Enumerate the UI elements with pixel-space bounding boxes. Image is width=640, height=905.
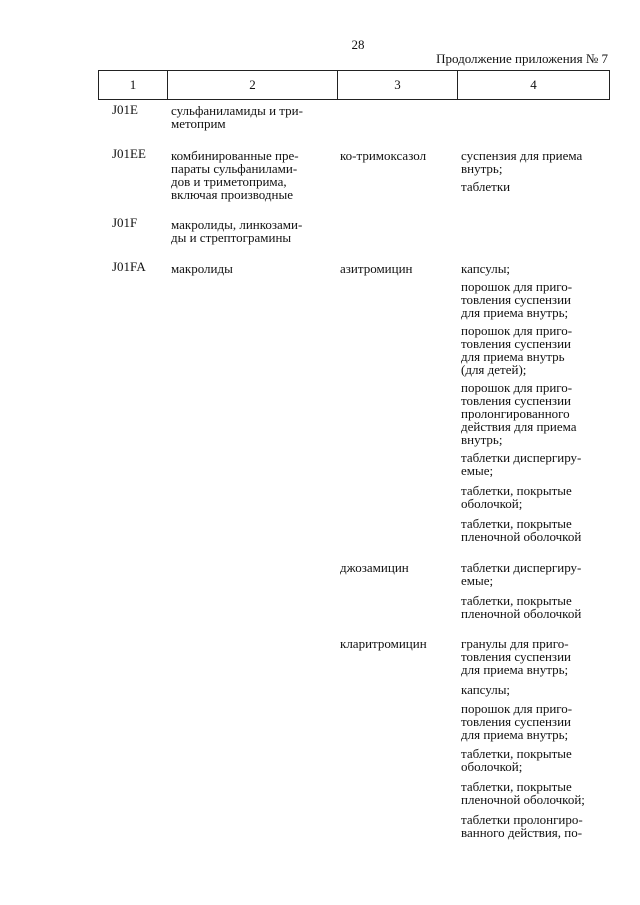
dosage-form-line: порошок для приго- <box>461 279 573 294</box>
dosage-form-line: действия для приема <box>461 419 577 434</box>
inn-name: джозамицин <box>340 560 409 575</box>
dosage-form-line: таблетки диспергиру- <box>461 560 582 575</box>
continuation-label: Продолжение приложения № 7 <box>436 51 608 66</box>
dosage-form-line: таблетки, покрытые <box>461 746 572 761</box>
dosage-form-line: суспензия для приема <box>461 148 583 163</box>
inn-name: кларитромицин <box>340 636 427 651</box>
atc-code: J01EE <box>112 146 146 161</box>
inn-name: ко-тримоксазол <box>340 148 427 163</box>
group-line: дов и триметоприма, <box>171 174 287 189</box>
page-number: 28 <box>351 37 365 52</box>
group-line: комбинированные пре- <box>171 148 299 163</box>
header-col-1: 1 <box>99 71 168 99</box>
dosage-form-line: таблетки, покрытые <box>461 779 572 794</box>
dosage-form-line: внутрь; <box>461 432 503 447</box>
dosage-form-line: таблетки диспергиру- <box>461 450 582 465</box>
dosage-form-line: таблетки <box>461 179 511 194</box>
dosage-form-line: капсулы; <box>461 682 511 697</box>
dosage-form-line: емые; <box>461 573 494 588</box>
dosage-form-line: капсулы; <box>461 261 511 276</box>
group-line: макролиды <box>171 261 233 276</box>
atc-code: J01E <box>112 102 138 117</box>
dosage-form-line: для приема внутрь; <box>461 727 569 742</box>
atc-code: J01F <box>112 215 138 230</box>
dosage-form-line: таблетки, покрытые <box>461 516 572 531</box>
header-col-4: 4 <box>530 77 537 92</box>
group-line: ды и стрептограмины <box>171 230 292 245</box>
dosage-form-line: ванного действия, по- <box>461 825 583 840</box>
group-line: макролиды, линкозами- <box>171 217 303 232</box>
dosage-form-line: товления суспензии <box>461 714 571 729</box>
dosage-form-line: пленочной оболочкой <box>461 606 582 621</box>
dosage-form-line: пленочной оболочкой; <box>461 792 585 807</box>
dosage-form-line: пролонгированного <box>461 406 570 421</box>
dosage-form-line: оболочкой; <box>461 496 523 511</box>
dosage-form-line: для приема внутрь; <box>461 662 569 677</box>
dosage-form-line: оболочкой; <box>461 759 523 774</box>
dosage-form-line: для приема внутрь; <box>461 305 569 320</box>
dosage-form-line: таблетки, покрытые <box>461 483 572 498</box>
group-line: сульфаниламиды и три- <box>171 103 303 118</box>
group-line: включая производные <box>171 187 293 202</box>
dosage-form-line: товления суспензии <box>461 393 571 408</box>
dosage-form-line: внутрь; <box>461 161 503 176</box>
dosage-form-line: таблетки, покрытые <box>461 593 572 608</box>
dosage-form-line: емые; <box>461 463 494 478</box>
dosage-form-line: (для детей); <box>461 362 527 377</box>
group-line: метоприм <box>171 116 226 131</box>
dosage-form-line: гранулы для приго- <box>461 636 569 651</box>
atc-code: J01FA <box>112 259 146 274</box>
header-col-3: 3 <box>338 71 458 99</box>
group-line: параты сульфанилами- <box>171 161 298 176</box>
table-header <box>98 70 610 100</box>
dosage-form-line: порошок для приго- <box>461 323 573 338</box>
dosage-form-line: товления суспензии <box>461 292 571 307</box>
inn-name: азитромицин <box>340 261 413 276</box>
dosage-form-line: порошок для приго- <box>461 380 573 395</box>
dosage-form-line: порошок для приго- <box>461 701 573 716</box>
header-col-2: 2 <box>168 71 338 99</box>
dosage-form-line: таблетки пролонгиро- <box>461 812 583 827</box>
dosage-form-line: для приема внутрь <box>461 349 565 364</box>
dosage-form-line: пленочной оболочкой <box>461 529 582 544</box>
dosage-form-line: товления суспензии <box>461 336 571 351</box>
dosage-form-line: товления суспензии <box>461 649 571 664</box>
